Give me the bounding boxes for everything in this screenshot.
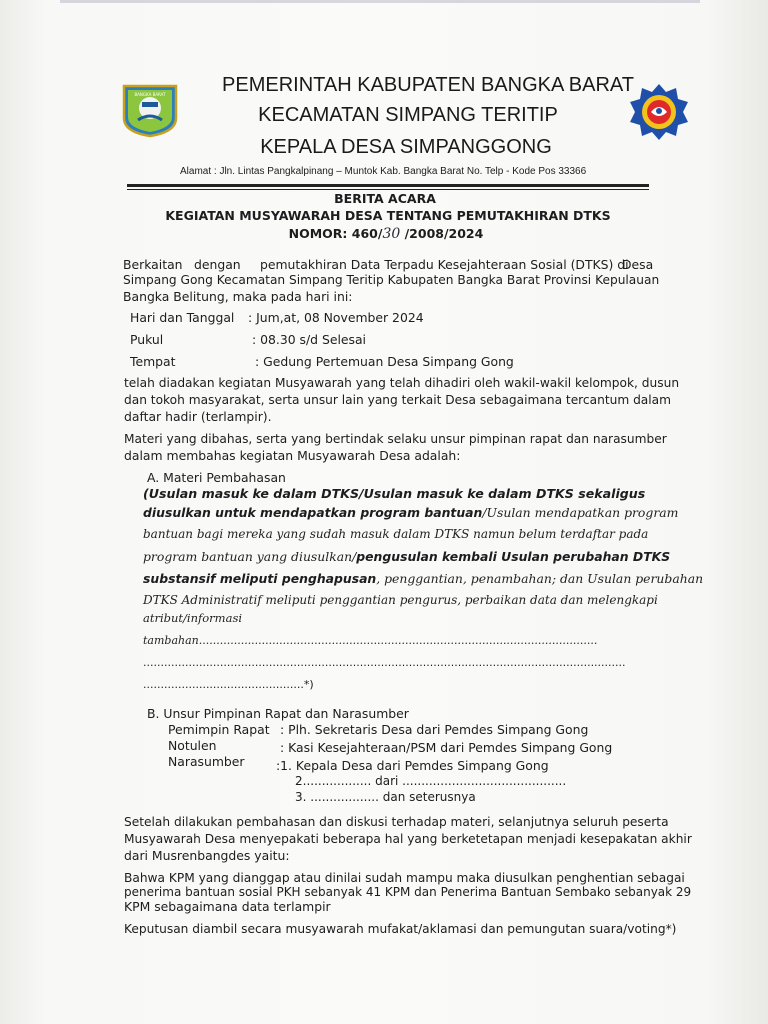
doc-subtitle: KEGIATAN MUSYAWARAH DESA TENTANG PEMUTAKHIRAN DTKS [165, 208, 611, 223]
section-a-line-6: DTKS Administratif meliputi penggantian pengurus, perbaikan data dan melengkapi [143, 593, 658, 607]
para6-line-1: Keputusan diambil secara musyawarah mufakat/aklamasi dan pemungutan suara/voting*) [124, 922, 677, 936]
section-a-heading: A. Materi Pembahasan [147, 470, 286, 485]
doc-title: BERITA ACARA [334, 191, 436, 206]
para2-line-3: daftar hadir (terlampir). [124, 409, 272, 424]
header-divider-thin [127, 189, 649, 190]
section-b-value-speaker: :1. Kepala Desa dari Pemdes Simpang Gong [276, 758, 549, 773]
para2-line-1: telah diadakan kegiatan Musyawarah yang telah dihadiri oleh wakil-wakil kelompok, dusun [124, 376, 680, 390]
intro-line-3: Bangka Belitung, maka pada hari ini: [123, 289, 353, 304]
header-line-1: PEMERINTAH KABUPATEN BANGKA BARAT [222, 74, 634, 96]
detail-value-date: : Jum,at, 08 November 2024 [248, 310, 424, 325]
para3-line-1: Materi yang dibahas, serta yang bertindak selaku unsur pimpinan rapat dan narasumber [124, 432, 667, 446]
section-a-line-5 [143, 571, 703, 586]
section-a-line-5-bold: substansif meliputi penghapusan [143, 571, 377, 586]
doc-number-prefix: NOMOR: 460/ [288, 226, 383, 241]
section-a-line-2 [143, 505, 678, 520]
section-b-label-speaker: Narasumber [168, 754, 245, 769]
section-b-speaker-2: 2.................. dari ........................................... [295, 774, 567, 788]
detail-value-place: : Gedung Pertemuan Desa Simpang Gong [255, 354, 514, 369]
para2-line-2: dan tokoh masyarakat, serta unsur lain yang terkait Desa sebagaimana tercantum dalam [124, 393, 672, 407]
para4-line-1: Setelah dilakukan pembahasan dan diskusi terhadap materi, selanjutnya seluruh peserta [124, 815, 669, 829]
section-a-line-2-italic: /Usulan mendapatkan program [482, 505, 679, 520]
intro-word-end: Desa [622, 257, 654, 272]
detail-label-date: Hari dan Tanggal [130, 310, 235, 325]
section-b-label-leader: Pemimpin Rapat [168, 722, 270, 737]
section-a-line-3: bantuan bagi mereka yang sudah masuk dalam DTKS namun belum terdaftar pada [143, 527, 649, 541]
header-address: Alamat : Jln. Lintas Pangkalpinang – Muntok Kab. Bangka Barat No. Telp - Kode Pos 33366 [180, 166, 587, 177]
section-b-value-leader: : Plh. Sekretaris Desa dari Pemdes Simpang Gong [280, 722, 589, 737]
para4-line-3: dari Musrenbangdes yaitu: [124, 848, 290, 863]
section-a-line-7: atribut/informasi [143, 611, 243, 625]
section-a-line-10: ..............................................*) [143, 678, 314, 691]
header-divider-thick [127, 184, 649, 187]
section-b-heading: B. Unsur Pimpinan Rapat dan Narasumber [147, 706, 409, 721]
header-line-3: KEPALA DESA SIMPANGGONG [260, 136, 552, 158]
para3-line-2: dalam membahas kegiatan Musyawarah Desa adalah: [124, 448, 461, 463]
detail-label-time: Pukul [130, 332, 164, 347]
detail-label-place: Tempat [130, 354, 176, 369]
section-a-line-1: (Usulan masuk ke dalam DTKS/Usulan masuk ke dalam DTKS sekaligus [143, 486, 646, 501]
section-a-line-4-bold: pengusulan kembali Usulan perubahan DTKS [356, 549, 671, 564]
section-b-label-notulen: Notulen [168, 738, 217, 753]
doc-number-suffix: /2008/2024 [400, 226, 484, 241]
section-a-line-9: .......................................................................................................................................... [143, 656, 626, 669]
para5-line-3: KPM sebagaimana data terlampir [124, 899, 331, 914]
intro-word-2: dengan [194, 257, 241, 272]
section-a-line-5-italic: , penggantian, penambahan; dan Usulan perubahan [376, 571, 704, 586]
section-a-line-4 [143, 549, 670, 564]
section-a-line-2-bold: diusulkan untuk mendapatkan program bantuan [143, 505, 483, 520]
svg-text:BANGKA BARAT: BANGKA BARAT [134, 92, 166, 97]
section-a-line-4-italic: program bantuan yang diusulkan/ [143, 549, 357, 564]
section-a-line-8: tambahan.................................................................................................................. [143, 634, 598, 647]
doc-number [2, 226, 768, 242]
section-b-speaker-3: 3. .................. dan seterusnya [295, 790, 476, 804]
detail-value-time: : 08.30 s/d Selesai [252, 332, 367, 347]
intro-word-1: Berkaitan [123, 257, 183, 272]
intro-line-2: Simpang Gong Kecamatan Simpang Teritip Kabupaten Bangka Barat Provinsi Kepulauan [123, 273, 660, 287]
header-line-2: KECAMATAN SIMPANG TERITIP [258, 104, 558, 126]
scan-edge [60, 0, 700, 3]
doc-number-handwritten: 30 [382, 226, 401, 242]
section-b-value-notulen: : Kasi Kesejahteraan/PSM dari Pemdes Simpang Gong [280, 740, 613, 755]
intro-phrase: pemutakhiran Data Terpadu Kesejahteraan Sosial (DTKS) di [260, 257, 629, 272]
para4-line-2: Musyawarah Desa menyepakati beberapa hal yang berketetapan menjadi kesepakatan akhir [124, 832, 692, 846]
para5-line-1: Bahwa KPM yang dianggap atau dinilai sudah mampu maka diusulkan penghentian sebagai [124, 871, 685, 885]
para5-line-2: penerima bantuan sosial PKH sebanyak 41 KPM dan Penerima Bantuan Sembako sebanyak 29 [124, 885, 692, 899]
